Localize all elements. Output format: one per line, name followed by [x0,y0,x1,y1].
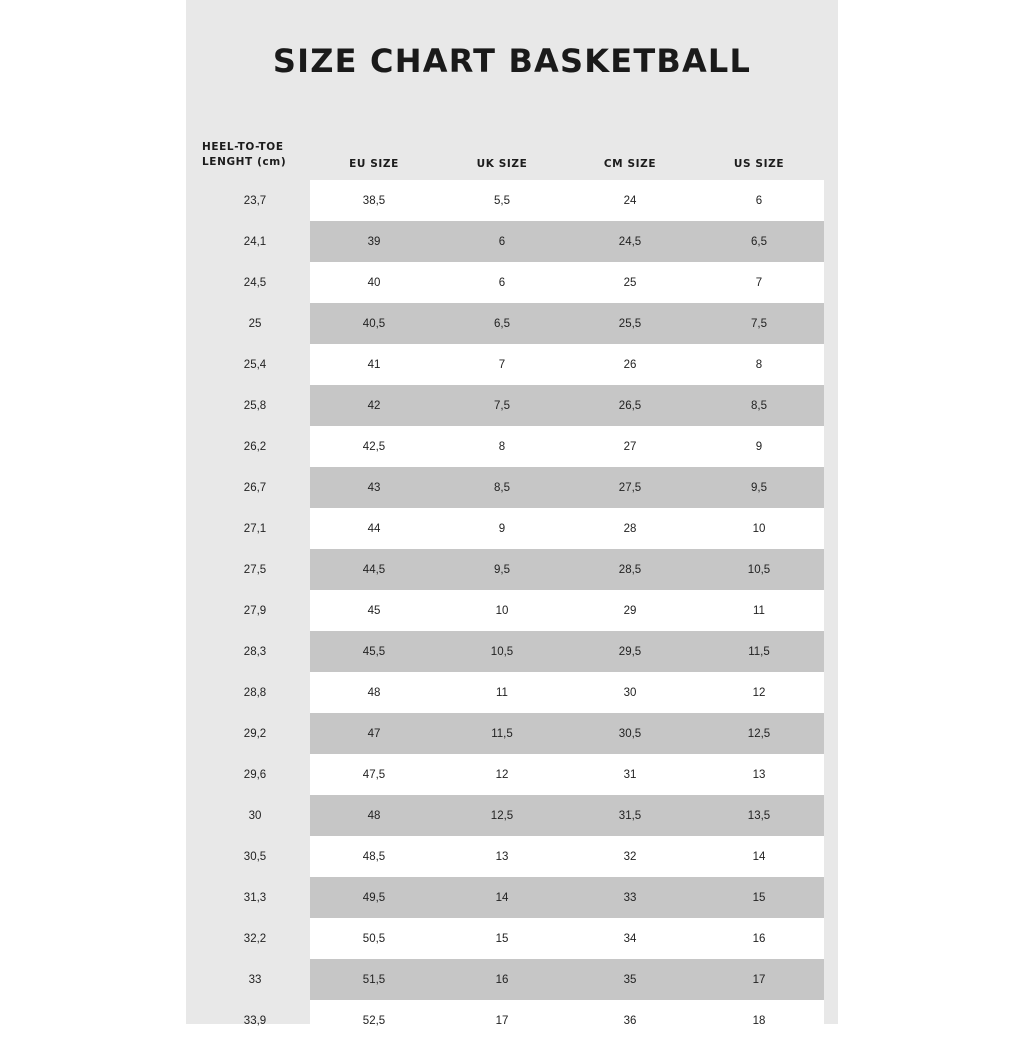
table-row [200,631,824,672]
cell-uk-size: 7 [438,344,566,385]
cell-eu-size: 45 [310,590,438,631]
cell-cm-size: 31 [566,754,694,795]
table-row [200,795,824,836]
table-row [200,754,824,795]
cell-us-size: 12,5 [694,713,824,754]
table-row [200,713,824,754]
cell-eu-size: 44,5 [310,549,438,590]
column-header-us-size: US SIZE [733,158,785,170]
cell-cm-size: 29 [566,590,694,631]
table-row [200,877,824,918]
cell-uk-size: 6,5 [438,303,566,344]
table-row [200,385,824,426]
cell-eu-size: 48 [310,672,438,713]
cell-cm-size: 34 [566,918,694,959]
cell-cm-size: 28,5 [566,549,694,590]
cell-cm-size: 27,5 [566,467,694,508]
cell-us-size: 6,5 [694,221,824,262]
cell-us-size: 9,5 [694,467,824,508]
cell-eu-size: 48,5 [310,836,438,877]
table-row [200,672,824,713]
cell-eu-size: 39 [310,221,438,262]
cell-eu-size: 47,5 [310,754,438,795]
table-row [200,303,824,344]
cell-eu-size: 40 [310,262,438,303]
cell-heel-to-toe: 26,7 [243,481,267,494]
cell-cm-size: 25,5 [566,303,694,344]
cell-eu-size: 52,5 [310,1000,438,1041]
cell-cm-size: 29,5 [566,631,694,672]
cell-cm-size: 27 [566,426,694,467]
cell-uk-size: 12,5 [438,795,566,836]
table-row [200,959,824,1000]
table-body [200,180,824,1041]
cell-eu-size: 38,5 [310,180,438,221]
cell-us-size: 14 [694,836,824,877]
cell-uk-size: 9,5 [438,549,566,590]
cell-cm-size: 30,5 [566,713,694,754]
cell-us-size: 7 [694,262,824,303]
cell-us-size: 11 [694,590,824,631]
table-row [200,1000,824,1041]
cell-us-size: 18 [694,1000,824,1041]
cell-eu-size: 48 [310,795,438,836]
cell-uk-size: 12 [438,754,566,795]
cell-heel-to-toe: 30 [248,809,262,822]
cell-cm-size: 24 [566,180,694,221]
cell-eu-size: 41 [310,344,438,385]
page-title: SIZE CHART BASKETBALL [272,42,752,80]
cell-uk-size: 14 [438,877,566,918]
table-row [200,344,824,385]
table-row [200,221,824,262]
cell-uk-size: 10,5 [438,631,566,672]
column-header-heel-to-toe [200,118,310,180]
cell-heel-to-toe: 27,9 [243,604,267,617]
cell-heel-to-toe: 33 [248,973,262,986]
cell-eu-size: 42,5 [310,426,438,467]
cell-cm-size: 25 [566,262,694,303]
cell-heel-to-toe: 28,3 [243,645,267,658]
cell-eu-size: 50,5 [310,918,438,959]
cell-heel-to-toe: 25,4 [243,358,267,371]
column-header-uk-size: UK SIZE [476,158,528,170]
cell-heel-to-toe: 27,1 [243,522,267,535]
size-chart-sheet [186,0,838,1027]
cell-us-size: 17 [694,959,824,1000]
cell-heel-to-toe: 25,8 [243,399,267,412]
cell-uk-size: 8,5 [438,467,566,508]
cell-us-size: 12 [694,672,824,713]
column-header-eu-size: EU SIZE [349,158,399,170]
cell-uk-size: 16 [438,959,566,1000]
cell-cm-size: 26,5 [566,385,694,426]
cell-us-size: 13 [694,754,824,795]
cell-us-size: 8 [694,344,824,385]
cell-us-size: 11,5 [694,631,824,672]
cell-eu-size: 42 [310,385,438,426]
cell-cm-size: 32 [566,836,694,877]
cell-eu-size: 49,5 [310,877,438,918]
size-chart-table [200,118,824,1041]
table-row [200,836,824,877]
cell-uk-size: 7,5 [438,385,566,426]
cell-heel-to-toe: 24,5 [243,276,267,289]
cell-eu-size: 40,5 [310,303,438,344]
cell-heel-to-toe: 32,2 [243,932,267,945]
cell-eu-size: 43 [310,467,438,508]
cell-uk-size: 11 [438,672,566,713]
cell-uk-size: 6 [438,262,566,303]
column-header-line-1: HEEL-TO-TOE [202,140,284,153]
table-row [200,262,824,303]
cell-cm-size: 33 [566,877,694,918]
cell-heel-to-toe: 27,5 [243,563,267,576]
cell-heel-to-toe: 26,2 [243,440,267,453]
cell-us-size: 10 [694,508,824,549]
table-row [200,590,824,631]
cell-us-size: 8,5 [694,385,824,426]
cell-uk-size: 10 [438,590,566,631]
cell-heel-to-toe: 31,3 [243,891,267,904]
cell-cm-size: 24,5 [566,221,694,262]
cell-uk-size: 11,5 [438,713,566,754]
cell-us-size: 7,5 [694,303,824,344]
cell-heel-to-toe: 29,6 [243,768,267,781]
cell-heel-to-toe: 33,9 [243,1014,267,1027]
table-row [200,918,824,959]
cell-us-size: 13,5 [694,795,824,836]
cell-uk-size: 6 [438,221,566,262]
cell-heel-to-toe: 23,7 [243,194,267,207]
cell-us-size: 15 [694,877,824,918]
cell-us-size: 9 [694,426,824,467]
table-header [200,118,824,180]
cell-cm-size: 35 [566,959,694,1000]
cell-cm-size: 26 [566,344,694,385]
cell-uk-size: 17 [438,1000,566,1041]
cell-heel-to-toe: 25 [248,317,262,330]
cell-eu-size: 45,5 [310,631,438,672]
cell-heel-to-toe: 30,5 [243,850,267,863]
cell-us-size: 10,5 [694,549,824,590]
table-row [200,426,824,467]
cell-eu-size: 47 [310,713,438,754]
cell-uk-size: 9 [438,508,566,549]
cell-heel-to-toe: 29,2 [243,727,267,740]
cell-heel-to-toe: 24,1 [243,235,267,248]
column-header-cm-size: CM SIZE [603,158,657,170]
cell-uk-size: 5,5 [438,180,566,221]
cell-cm-size: 36 [566,1000,694,1041]
table-row [200,467,824,508]
table-header-row [200,118,824,180]
cell-us-size: 16 [694,918,824,959]
cell-uk-size: 8 [438,426,566,467]
table-row [200,508,824,549]
cell-uk-size: 13 [438,836,566,877]
cell-eu-size: 51,5 [310,959,438,1000]
table-row [200,180,824,221]
cell-cm-size: 28 [566,508,694,549]
cell-heel-to-toe: 28,8 [243,686,267,699]
cell-cm-size: 31,5 [566,795,694,836]
cell-uk-size: 15 [438,918,566,959]
table-row [200,549,824,590]
column-header-line-2: LENGHT (cm) [202,155,287,168]
cell-us-size: 6 [694,180,824,221]
cell-cm-size: 30 [566,672,694,713]
cell-eu-size: 44 [310,508,438,549]
